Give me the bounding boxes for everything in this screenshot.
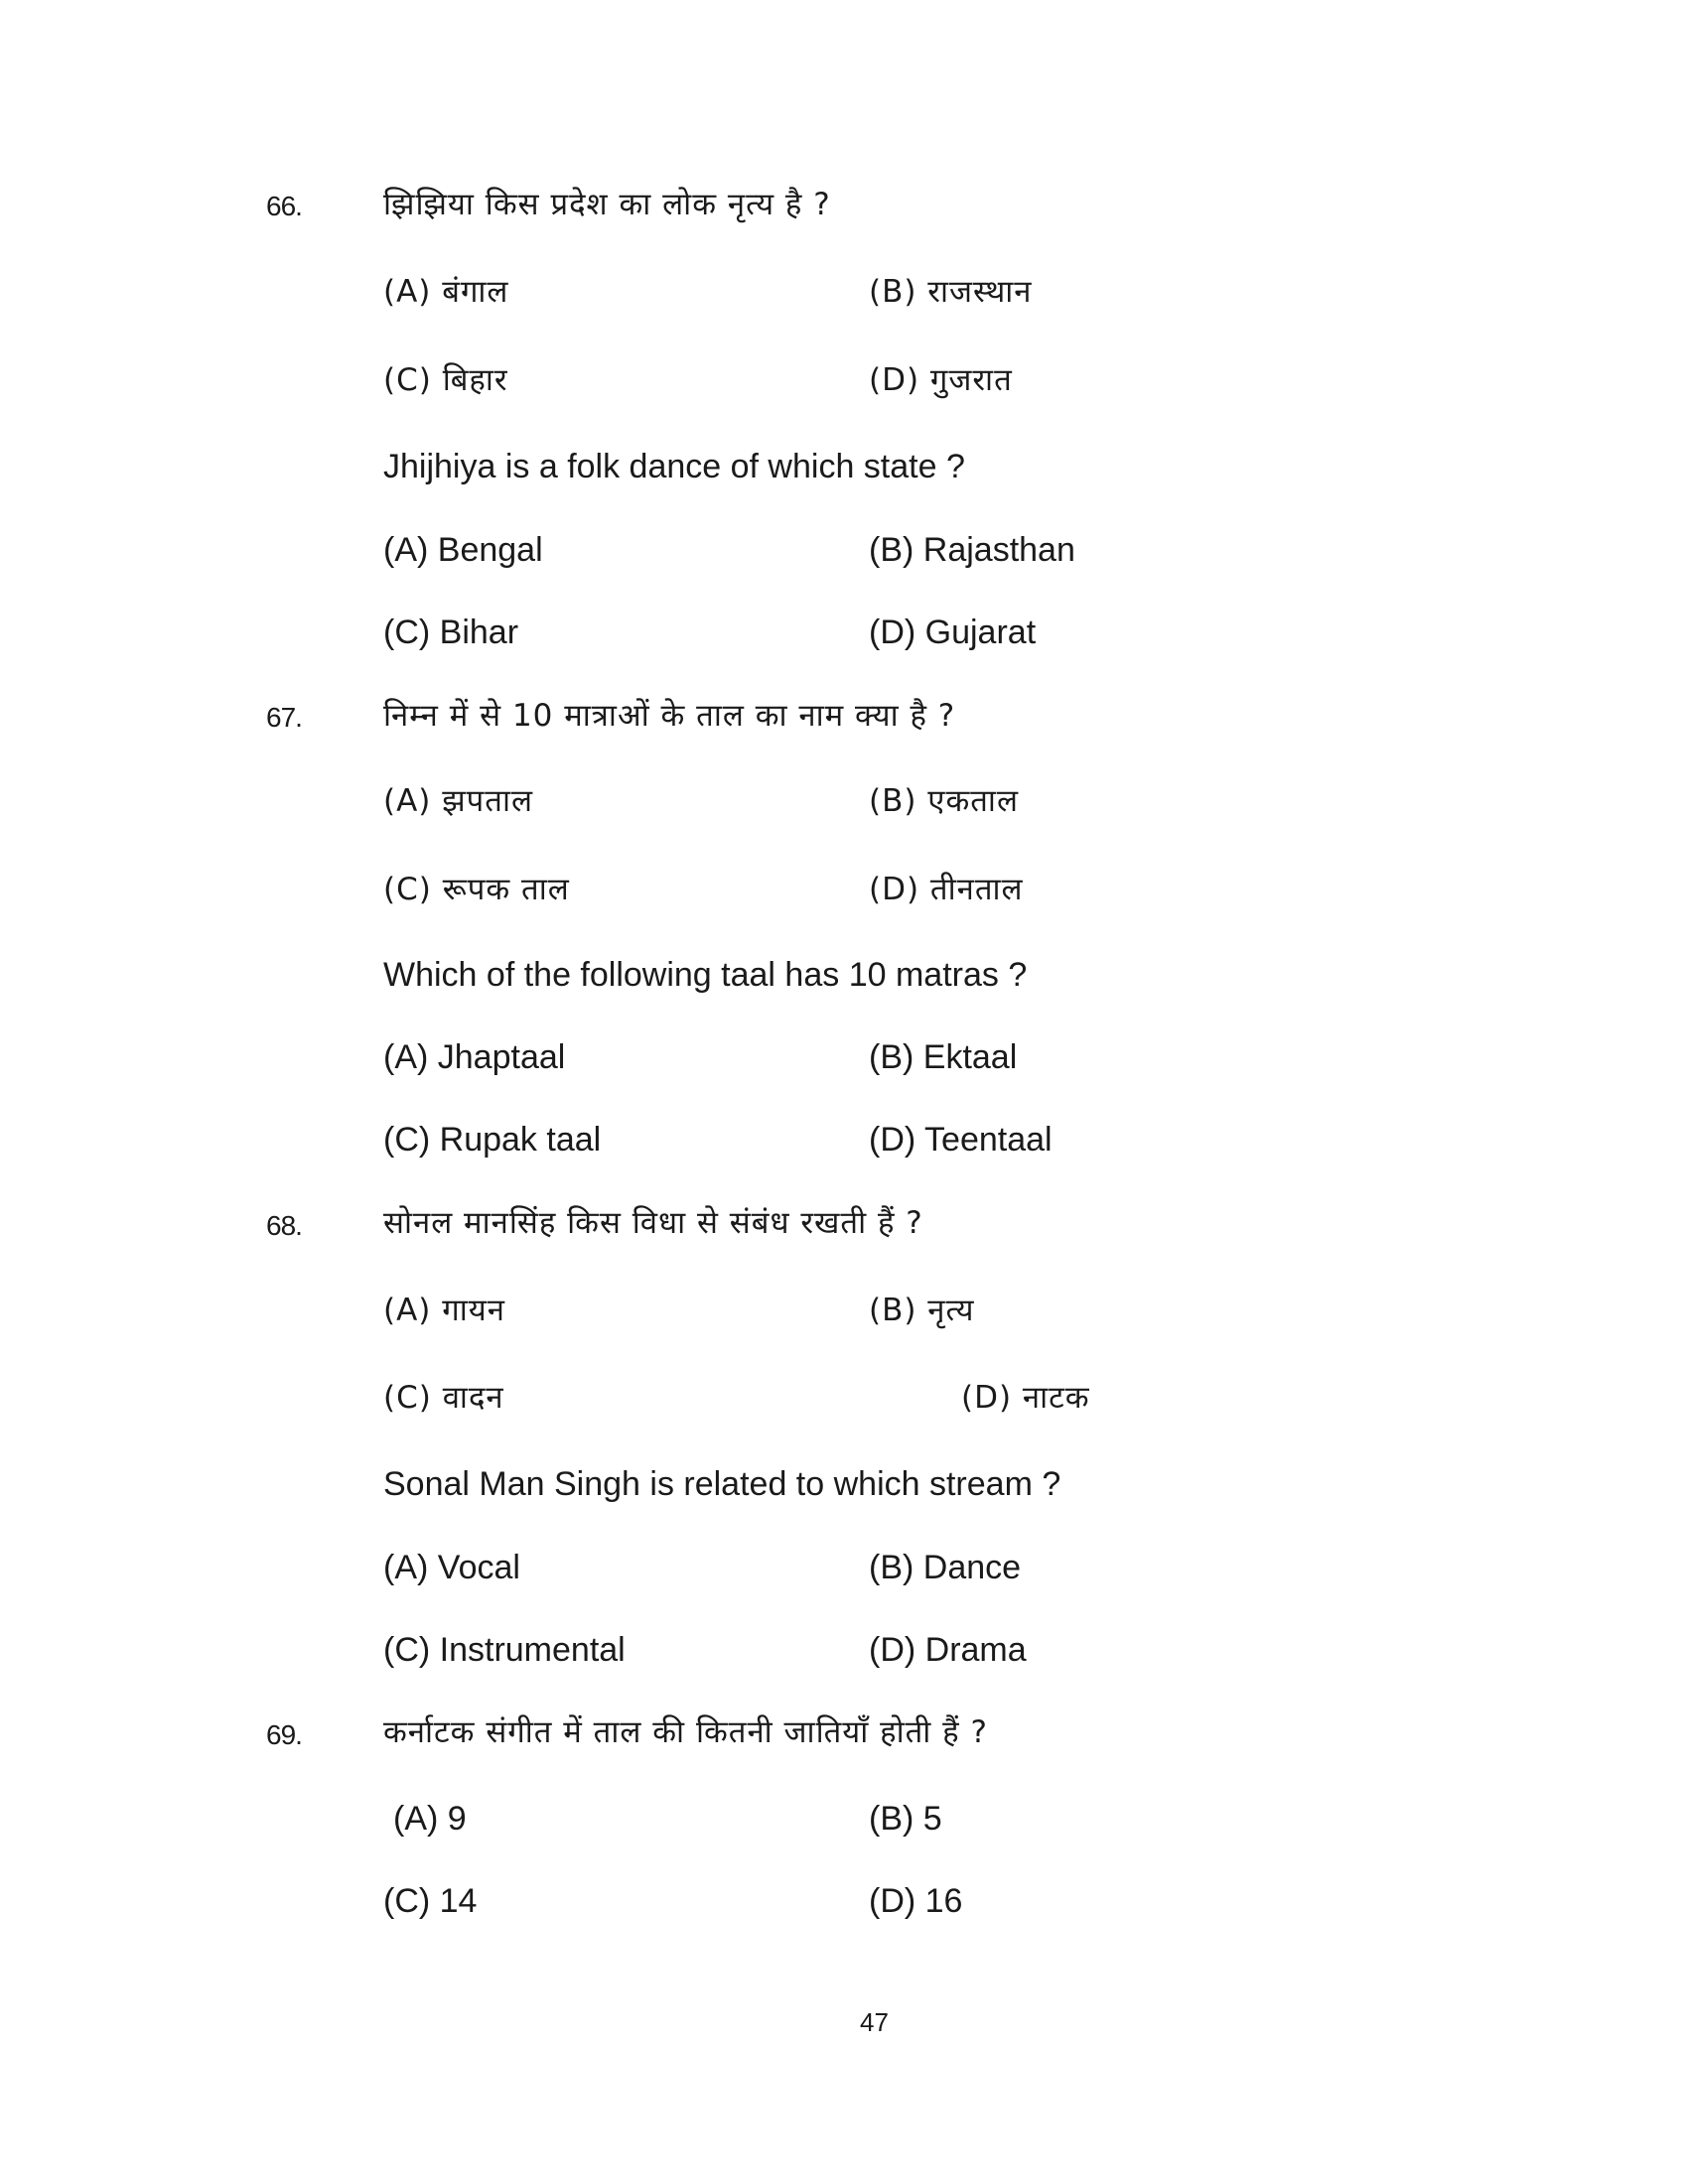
option-c-hindi: (C) बिहार	[383, 362, 508, 398]
question-text-english: Jhijhiya is a folk dance of which state ?	[383, 448, 965, 485]
option-d-hindi: (D) तीनताल	[869, 872, 1024, 907]
option-a-english: (A) Vocal	[383, 1549, 520, 1586]
option-a-english: (A) Jhaptaal	[383, 1038, 566, 1076]
option-d-english: (D) Teentaal	[869, 1121, 1053, 1159]
option-c-english: (C) Instrumental	[383, 1631, 626, 1669]
question-text-english: Which of the following taal has 10 matras ?	[383, 956, 1028, 994]
question-text-hindi: झिझिया किस प्रदेश का लोक नृत्य है ?	[383, 187, 831, 222]
option-d-hindi: (D) गुजरात	[869, 362, 1013, 398]
option-a-hindi: (A) झपताल	[383, 783, 534, 819]
option-c-hindi: (C) रूपक ताल	[383, 872, 570, 907]
option-d-english: (D) Drama	[869, 1631, 1027, 1669]
option-a-english: (A) Bengal	[383, 531, 543, 569]
question-number: 67.	[266, 702, 302, 733]
question-number: 68.	[266, 1210, 302, 1241]
question-text-hindi: निम्न में से 10 मात्राओं के ताल का नाम क्या है ?	[383, 698, 956, 734]
option-b-english: (B) Dance	[869, 1549, 1022, 1586]
option-c-english: (C) Bihar	[383, 614, 519, 651]
question-number: 69.	[266, 1719, 302, 1750]
option-d-english: (D) Gujarat	[869, 614, 1037, 651]
option-d-hindi: (D) नाटक	[961, 1380, 1090, 1416]
option-b: (B) 5	[869, 1800, 942, 1838]
option-d: (D) 16	[869, 1882, 963, 1920]
question-text-english: Sonal Man Singh is related to which stream ?	[383, 1465, 1061, 1503]
option-b-english: (B) Rajasthan	[869, 531, 1075, 569]
option-c-english: (C) Rupak taal	[383, 1121, 602, 1159]
question-text-hindi: कर्नाटक संगीत में ताल की कितनी जातियाँ होती हैं ?	[383, 1714, 988, 1750]
question-text-hindi: सोनल मानसिंह किस विधा से संबंध रखती हैं ?	[383, 1205, 923, 1241]
option-b-hindi: (B) राजस्थान	[869, 274, 1033, 310]
option-a-hindi: (A) बंगाल	[383, 274, 509, 310]
page-number: 47	[860, 2007, 889, 2037]
option-b-hindi: (B) नृत्य	[869, 1293, 975, 1328]
option-a-hindi: (A) गायन	[383, 1293, 505, 1328]
option-c: (C) 14	[383, 1882, 478, 1920]
option-a: (A) 9	[393, 1800, 467, 1838]
option-c-hindi: (C) वादन	[383, 1380, 504, 1416]
question-number: 66.	[266, 191, 302, 221]
option-b-english: (B) Ektaal	[869, 1038, 1018, 1076]
option-b-hindi: (B) एकताल	[869, 783, 1019, 819]
